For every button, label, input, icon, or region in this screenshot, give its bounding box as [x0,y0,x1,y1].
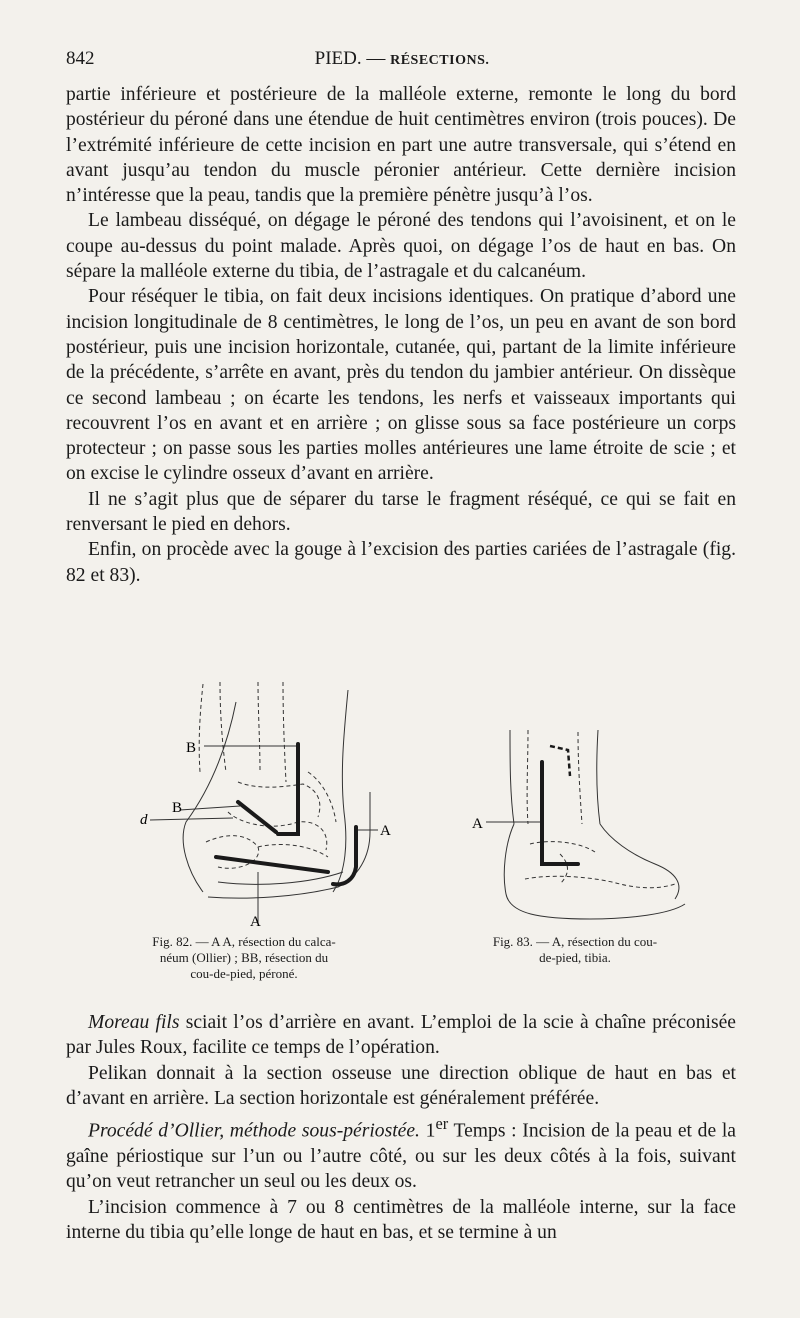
paragraph-text: sciait l’os d’arrière en avant. L’emploi de la scie à chaîne préconisée par Jules Roux, facilite ce temps de l’opération. [66,1012,736,1059]
caption-line: néum (Ollier) ; BB, résection du [159,950,329,965]
figure-82-drawing [108,672,408,930]
page-number: 842 [66,48,95,69]
label-a-right: A [380,823,391,839]
paragraph: Enfin, on procède avec la gouge à l’excision des parties cariées de l’astragale (fig. 82 et 83). [66,539,736,586]
label-a-left: A [472,816,483,832]
paragraph [66,1111,736,1194]
label-a-bottom: A [250,914,261,930]
running-title-section: RÉSECTIONS. [390,53,490,68]
text-block-bottom [66,1010,736,1245]
caption-line: cou-de-pied, péroné. [190,966,298,981]
step-superscript: er [435,1114,449,1134]
caption-line: de-pied, tibia. [539,950,611,965]
running-header [66,48,738,74]
running-title [66,48,738,70]
label-d: d [140,812,148,828]
italic-heading: Procédé d’Ollier, méthode sous-périostée. [88,1120,420,1142]
caption-line: Fig. 83. — A, résection du cou- [492,934,658,949]
label-b-mid: B [172,800,183,816]
figure-83 [470,724,720,930]
paragraph: L’incision commence à 7 ou 8 centimètres de la malléole interne, sur la face interne du tibia qu’elle longe de haut en bas, et se termine à un [66,1196,736,1243]
paragraph: Pelikan donnait à la section osseuse une direction oblique de haut en bas et d’avant en arrière. La section horizontale est généralement préférée. [66,1062,736,1109]
step-number: 1 [419,1120,436,1142]
label-b-top: B [186,740,197,756]
figure-82-caption [108,934,380,982]
paragraph [66,1010,736,1061]
paragraph-text: Temps : Incision de la peau et de la gaîne périostique sur l’un ou l’autre côté, ou sur les deux côtés à la fois, suivant qu’on veut retrancher un seul ou les deux os. [66,1120,737,1193]
paragraph: Le lambeau disséqué, on dégage le péroné des tendons qui l’avoisinent, et on le coupe au-dessus du point malade. Après quoi, on dégage l’os de haut en bas. On sépare la malléole externe du tibia, de l’astragale et du calcanéum. [66,210,736,283]
caption-line: Fig. 82. — A A, résection du calca- [152,934,336,949]
figure-82 [108,672,408,930]
text-block-top [66,82,736,588]
figure-83-drawing [470,724,720,930]
figure-83-caption [470,934,680,966]
paragraph: Pour réséquer le tibia, on fait deux incisions identiques. On pratique d’abord une incision longitudinale de 8 centimètres, le long de l’os, un peu en avant de son bord postérieur, puis une incision horizontale, cutanée, qui, partant de la limite inférieure de la précédente, s’arrête en avant, près du tendon du jambier antérieur. On dissèque ce second lambeau ; on écarte les tendons, les nerfs et vaisseaux importants qui recouvrent l’os en avant et en arrière ; on glisse sous sa face postérieure un corps protecteur ; on passe sous les parties molles antérieures une lame étroite de scie ; et on excise le cylindre osseux d’avant en arrière. [66,286,736,485]
paragraph: partie inférieure et postérieure de la malléole externe, remonte le long du bord postérieur du péroné dans une étendue de huit centimètres environ (trois pouces). De l’extrémité inférieure de cette incision en part une autre transversale, qui s’étend en avant jusqu’au tendon du muscle péronier antérieur. Cette dernière incision n’intéresse que la peau, tandis que la première pénètre jusqu’à l’os. [66,84,736,207]
italic-name: Moreau fils [88,1012,180,1033]
figures-area [80,672,720,992]
running-title-main: PIED. — [314,48,386,69]
paragraph: Il ne s’agit plus que de séparer du tarse le fragment réséqué, ce qui se fait en renversant le pied en dehors. [66,488,736,536]
